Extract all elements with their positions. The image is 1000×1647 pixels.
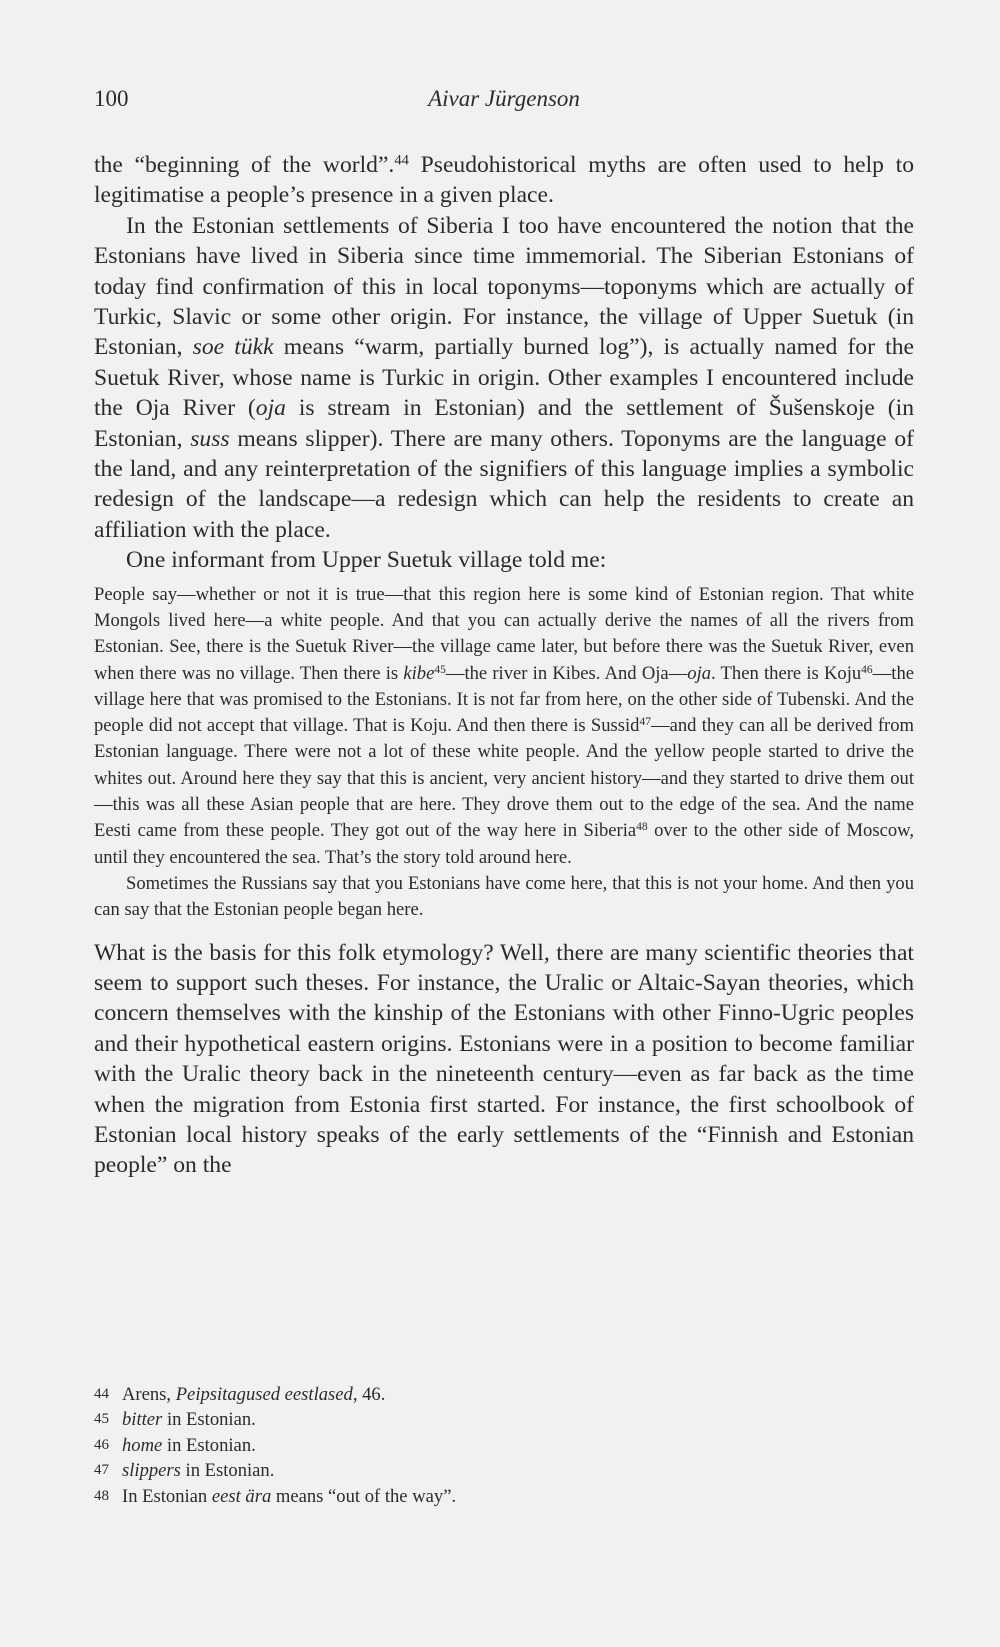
text-run: means “warm, partially burned log”), is actually named for the Suetuk River, whose name is Turkic in origin. Other examples I encountered include the Oja River (: [94, 334, 914, 422]
text-run: means “out of the way”.: [271, 1485, 457, 1507]
text-run: , 46.: [352, 1384, 386, 1405]
italic-term: soe tükk: [192, 334, 274, 361]
text-run: . Then there is Koju: [711, 662, 862, 684]
text-run: the “beginning of the world”.: [94, 152, 395, 178]
paragraph-3: One informant from Upper Suetuk village told me:: [126, 547, 607, 574]
italic-term: kibe: [403, 662, 435, 684]
text-run: —and they can all be derived from Estonian language. There were not a lot of these white people. And the yellow people started to drive the whites out. Around here they say that this is ancient, very ancient history—and they started to drive them out—this was all these Asian people that are here. They drove them out to the edge of the sea. And the name Eesti came from these people. They got out of the way here in Siberia: [94, 715, 914, 842]
text-run: —the village here that was promised to the Estonians. It is not far from here, on the other side of Tubenski. And the people did not accept that village. That is Koju. And then there is Sussid: [94, 662, 914, 737]
body-text: [94, 150, 914, 1181]
footnote-45: [94, 1407, 914, 1432]
text-run: In Estonian: [122, 1485, 212, 1507]
text-run: Pseudohistorical myths are often used to help to legitimatise a people’s presence in a given place.: [94, 152, 914, 209]
footnote-text: [122, 1458, 914, 1483]
footnote-ref-44: 44: [394, 152, 409, 169]
italic-term: home: [122, 1434, 163, 1456]
footnote-text: [122, 1433, 914, 1458]
footnote-text: [122, 1407, 914, 1432]
footnote-ref-45: 45: [434, 663, 446, 676]
italic-term: slippers: [122, 1460, 181, 1482]
block-quote-2: Sometimes the Russians say that you Estonians have come here, that this is not your home. And then you can say that the Estonian people began here.: [94, 872, 914, 921]
footnote-text: [122, 1382, 914, 1407]
page-number: 100: [94, 86, 129, 111]
italic-term: bitter: [122, 1409, 163, 1431]
text-run: means slipper). There are many others. Toponyms are the language of the land, and any reinterpretation of the signifiers of this language implies a symbolic redesign of the landscape—a redesign which can help the residents to create an affiliation with the place.: [94, 425, 914, 543]
text-run: —the river in Kibes. And Oja—: [445, 662, 688, 684]
italic-term: oja: [687, 662, 712, 684]
footnote-44: [94, 1382, 914, 1407]
text-run: in Estonian.: [180, 1460, 275, 1482]
italic-term: Peipsitagused eestlased: [175, 1384, 353, 1405]
paragraph-4: What is the basis for this folk etymology? Well, there are many scientific theories that seem to support such theses. For instance, the Uralic or Altaic-Sayan theories, which concern themselves with the kinship of the Estonians with other Finno-Ugric peoples and their hypothetical eastern origins. Estonians were in a position to become familiar with the Uralic theory back in the nineteenth century—even as far back as the time when the migration from Estonia first started. For instance, the first schoolbook of Estonian local history speaks of the early settlements of the “Finnish and Estonian people” on the: [94, 939, 914, 1179]
footnotes: [94, 1382, 914, 1509]
text-run: In the Estonian settlements of Siberia I too have encountered the notion that the Estonians have lived in Siberia since time immemorial. The Siberian Estonians of today find confirmation of this in local toponyms—toponyms which are actually of Turkic, Slavic or some other origin. For instance, the village of Upper Suetuk (in Estonian,: [94, 212, 914, 361]
paragraph-2: [94, 211, 914, 545]
footnote-46: [94, 1433, 914, 1458]
text-run: People say—whether or not it is true—that this region here is some kind of Estonian region. That white Mongols lived here—a white people. And that you can actually derive the names of all the rivers from Estonian. See, there is the Suetuk River—the village came later, but before there was the Suetuk River, even when there was no village. Then there is: [94, 583, 914, 684]
text-run: in Estonian.: [162, 1409, 256, 1431]
footnote-text: [122, 1484, 914, 1509]
footnote-number: 47: [94, 1462, 109, 1479]
footnote-ref-47: 47: [639, 716, 651, 729]
footnote-number: 48: [94, 1487, 109, 1504]
italic-term: suss: [190, 425, 230, 452]
footnote-number: 45: [94, 1411, 109, 1428]
text-run: Arens,: [122, 1384, 176, 1405]
block-quote-1: [94, 582, 914, 871]
paragraph-1: [94, 150, 914, 211]
running-head-author: Aivar Jürgenson: [428, 86, 580, 111]
footnote-48: [94, 1484, 914, 1509]
text-run: is stream in Estonian) and the settlement of Šušenskoje (in Estonian,: [94, 395, 914, 452]
text-run: in Estonian.: [162, 1434, 256, 1456]
footnote-ref-46: 46: [861, 663, 873, 676]
italic-term: oja: [255, 395, 286, 422]
footnote-47: [94, 1458, 914, 1483]
footnote-ref-48: 48: [636, 821, 648, 834]
footnote-number: 44: [94, 1386, 109, 1402]
page-header: [94, 86, 914, 126]
text-run: over to the other side of Moscow, until they encountered the sea. That’s the story told around here.: [94, 820, 914, 868]
italic-term: eest ära: [211, 1485, 272, 1507]
footnote-number: 46: [94, 1436, 109, 1453]
